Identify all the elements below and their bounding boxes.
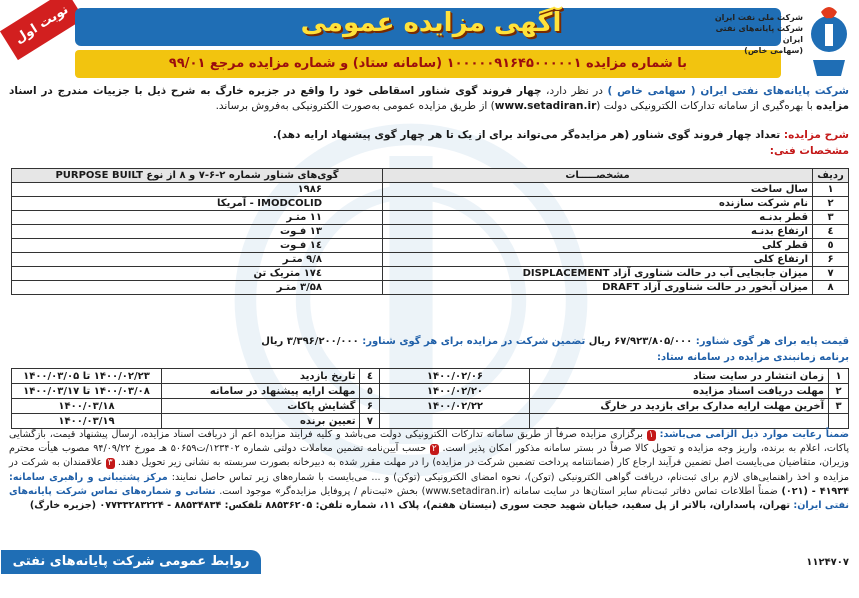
- table-row: [12, 239, 849, 253]
- contact-label: نشانی و شماره‌های تماس شرکت پایانه‌های نفتی ایران:: [9, 485, 849, 512]
- note-text-1: برگزاری مزایده صرفاً از طریق سامانه تدارکات الکترونیکی دولت می‌باشد و کلیه فرآیند مزایده اعم از دریافت اسناد مزایده، ارسال پیشنهاد قیمت، بازگشایی پاکات، اعلام به برنده، واریز وجه مزایده و تحویل کالا صرفاً در بستر سامانه مذکور امکان پذیر است.: [9, 429, 849, 455]
- spec-value: ۱۳ فـوت: [12, 225, 383, 239]
- spec-title: میزان آبخور در حالت شناوری آزاد DRAFT: [383, 281, 813, 295]
- schedule-date: ۱۴۰۰/۰۲/۲۳ تا ۱۴۰۰/۰۳/۰۵: [12, 369, 162, 384]
- schedule-item: زمان انتشار در سایت ستاد: [530, 369, 829, 384]
- spec-value: IMODCOLID - آمریکا: [12, 197, 383, 211]
- spec-title: قطر کلی: [383, 239, 813, 253]
- row-number: ٤: [360, 369, 380, 384]
- tender-advertisement: [1, 0, 859, 593]
- row-number: ۷: [813, 267, 849, 281]
- note-number: ۱: [648, 430, 654, 440]
- tender-description: [9, 128, 849, 143]
- spec-value: ۱۷٤ متریک تن: [12, 267, 383, 281]
- table-row: [12, 267, 849, 281]
- guarantee-label: تضمین شرکت در مزایده برای هر گوی شناور:: [358, 336, 589, 347]
- row-number: ۳: [813, 211, 849, 225]
- notes-section: [9, 428, 849, 513]
- base-price-value: ۶۷/۹۲۳/۸۰۵/۰۰۰ ریال: [588, 336, 693, 347]
- spec-title: سال ساخت: [383, 183, 813, 197]
- col-row-number: ردیف: [813, 169, 849, 183]
- spec-value: ۱۹۸۶: [12, 183, 383, 197]
- logo-line-2: شرکت پایانه‌های نفتی ایران: [715, 24, 803, 44]
- logo-line-1: شرکت ملی نفت ایران: [714, 13, 803, 22]
- spec-title: ارتفاع بدنـه: [383, 225, 813, 239]
- schedule-table: [11, 368, 849, 429]
- table-row: [12, 399, 849, 414]
- table-row: [12, 281, 849, 295]
- schedule-date: ۱۴۰۰/۰۲/۰۶: [380, 369, 530, 384]
- tech-specs-label: مشخصات فنی:: [769, 145, 849, 157]
- table-row: [12, 414, 849, 429]
- spec-value: ۹/۸ متـر: [12, 253, 383, 267]
- base-price-label: قیمت پایه برای هر گوی شناور:: [692, 336, 849, 347]
- table-row: [12, 211, 849, 225]
- spec-title: نام شرکت سازنده: [383, 197, 813, 211]
- row-number: ٤: [813, 225, 849, 239]
- row-number: ٥: [813, 239, 849, 253]
- guarantee-value: ۳/۳۹۶/۲۰۰/۰۰۰ ریال: [261, 336, 359, 347]
- schedule-label: برنامه زمانبندی مزایده در سامانه ستاد:: [656, 352, 849, 363]
- description-label: شرح مزایده:: [780, 129, 849, 141]
- page-title: آگهی مزایده عمومی: [300, 8, 562, 38]
- row-number: ۱: [829, 369, 849, 384]
- spec-title: میزان جابجایی آب در حالت شناوری آزاد DISPLACEMENT: [383, 267, 813, 281]
- note-number: ۲: [431, 444, 437, 455]
- note-number: ۳: [107, 458, 113, 469]
- row-number: ۲: [813, 197, 849, 211]
- contact-address: تهران، پاسداران، بالاتر از پل سفید، خیابان شهید حجت سوری (نیستان هفتم)، پلاک ۱۱، شماره تلفن: ۸۸۵۳۶۲۰۵ تلفکس: ۸۸۵۳۴۸۳۴ - ۰۷۷۳۳۲۸۳۲۲۴ (جزیره خارگ): [29, 500, 791, 512]
- table-row: [12, 183, 849, 197]
- schedule-date: ۱۴۰۰/۰۳/۱۸: [12, 399, 162, 414]
- table-row: [12, 369, 849, 384]
- public-relations-footer: روابط عمومی شرکت پایانه‌های نفتی ایران: [1, 550, 261, 574]
- specs-table-header: [12, 169, 849, 183]
- support-phone: ۴۱۹۳۴ - (۰۲۱): [781, 485, 849, 497]
- row-number: ۳: [829, 399, 849, 414]
- tender-number-subtitle: با شماره مزایده ۱۰۰۰۰۰۹۱۶۴۵۰۰۰۰۰۱ (سامانه ستاد) و شماره مزایده مرجع ۹۹/۰۱: [75, 50, 781, 78]
- company-logo-text: [713, 12, 803, 56]
- schedule-item: مهلت ارایه پیشنهاد در سامانه: [162, 384, 360, 399]
- first-publication-ribbon: نوبت اول: [0, 0, 84, 60]
- spec-title: قطر بدنـه: [383, 211, 813, 225]
- schedule-item: گشایش پاکات: [162, 399, 360, 414]
- setad-link[interactable]: www.setadiran.ir: [494, 100, 597, 112]
- table-row: [12, 197, 849, 211]
- company-name: شرکت پایانه‌های نفتی ایران ( سهامی خاص ): [607, 85, 850, 97]
- intro-text-3: ) از طریق مزایده عمومی به‌صورت الکترونیکی به‌فروش برساند.: [215, 100, 495, 112]
- description-text: تعداد چهار فروند گوی شناور (هر مزایده‌گر می‌تواند برای از یک تا هر چهار گوی پیشنهاد ارایه دهد).: [272, 129, 781, 141]
- row-number: ۶: [360, 399, 380, 414]
- table-row: [12, 384, 849, 399]
- schedule-item: مهلت دریافت اسناد مزایده: [530, 384, 829, 399]
- intro-bold: چهار فروند گوی شناور اسقاطی خود را واقع در جزیره خارگ به شرح ذیل با جزییات مندرج در اسناد مزایده: [9, 85, 849, 112]
- row-number: ۸: [813, 281, 849, 295]
- col-buoy-value: گوی‌های شناور شماره ۲-۶-۷ و ۸ از نوع PURPOSE BUILT: [12, 169, 383, 183]
- price-line: [9, 334, 849, 349]
- intro-text-2: با بهره‌گیری از سامانه تدارکات الکترونیکی دولت (: [596, 100, 817, 112]
- table-row: [12, 253, 849, 267]
- spec-title: ارتفاع کلی: [383, 253, 813, 267]
- schedule-date: [380, 414, 530, 429]
- schedule-heading: [9, 350, 849, 365]
- spec-value: ۱٤ فـوت: [12, 239, 383, 253]
- schedule-item: تاریخ بازدید: [162, 369, 360, 384]
- schedule-item: [530, 414, 829, 429]
- row-number: ۱: [813, 183, 849, 197]
- intro-paragraph: [9, 84, 849, 114]
- schedule-date: ۱۴۰۰/۰۳/۰۸ تا ۱۴۰۰/۰۳/۱۷: [12, 384, 162, 399]
- table-row: [12, 225, 849, 239]
- intro-text-1: در نظر دارد،: [541, 85, 608, 97]
- spec-value: ۳/۵۸ متـر: [12, 281, 383, 295]
- schedule-date: ۱۴۰۰/۰۲/۲۰: [380, 384, 530, 399]
- row-number: [829, 414, 849, 429]
- note-text-3: علاقمندان به شرکت در مزایده و اخذ راهنمایی‌های لازم برای ثبت‌نام، دریافت گواهی الکترونیکی (توکن)، نحوه امضای الکترونیکی (توکن) و ... می‌بایست با شماره‌های زیر تماس حاصل نمایند:: [9, 457, 850, 483]
- spec-value: ۱۱ متـر: [12, 211, 383, 225]
- row-number: ٥: [360, 384, 380, 399]
- row-number: ۲: [829, 384, 849, 399]
- note-text-2: حسب آیین‌نامه تضمین معاملات دولتی شماره ۱۲۳۴۰۲/ت۵۰۶۵۹ هـ مورخ ۹۴/۰۹/۲۲ مصوب هیأت محترم وزیران، متقاضیان می‌بایست اصل تضمین فرآیند ارجاع کار (ضمانتنامه پرداخت تضمین شرکت در مزایده) را در مهلت مقرر شده به دبیرخانه بصورت سربسته به نشانی زیر تحویل دهند.: [9, 443, 849, 469]
- tech-specs-heading: [9, 144, 849, 159]
- schedule-item: تعیین برنده: [162, 414, 360, 429]
- note-text-4: ضمناً اطلاعات تماس دفاتر ثبت‌نام سایر استان‌ها در سایت سامانه (www.setadiran.ir) بخش «ثبت‌نام / پروفایل مزایده‌گر» موجود است.: [215, 485, 782, 497]
- schedule-date: ۱۴۰۰/۰۳/۱۹: [12, 414, 162, 429]
- schedule-item: آخرین مهلت ارایه مدارک برای بازدید در خارگ: [530, 399, 829, 414]
- notes-label: ضمناً رعایت موارد ذیل الزامی می‌باشد:: [655, 429, 849, 440]
- logo-line-3: (سهامی خاص): [744, 46, 803, 55]
- row-number: ۶: [813, 253, 849, 267]
- support-label: مرکز پشتیبانی و راهبری سامانه:: [9, 471, 168, 483]
- row-number: ۷: [360, 414, 380, 429]
- ad-code: ۱۱۲۴۷۰۷: [806, 557, 849, 568]
- schedule-date: ۱۴۰۰/۰۲/۲۲: [380, 399, 530, 414]
- specs-table: [11, 168, 849, 295]
- col-spec: مشخصـــــات: [383, 169, 813, 183]
